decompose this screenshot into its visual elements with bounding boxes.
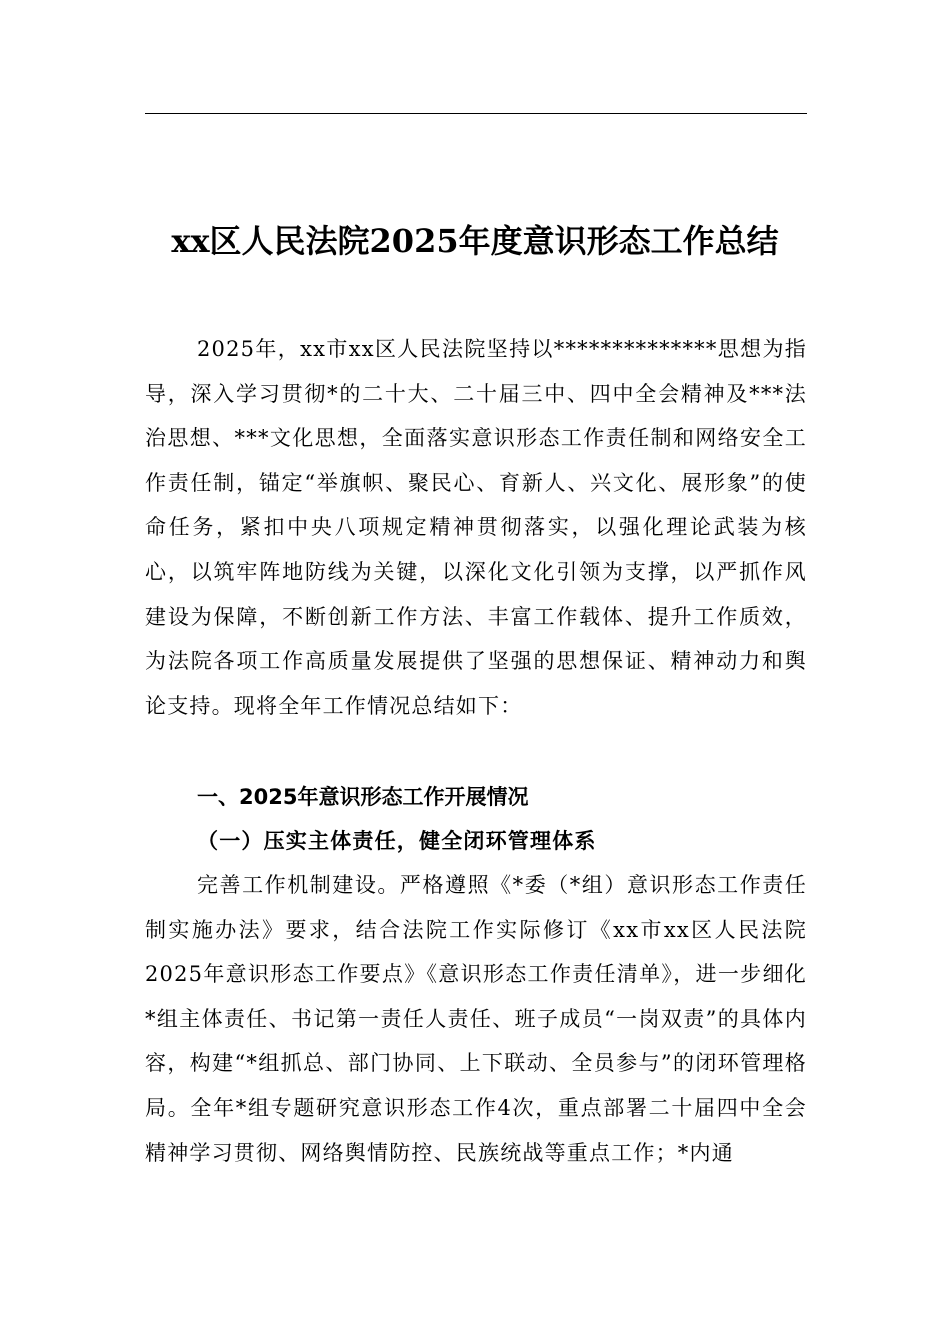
intro-paragraph: 2025年，xx市xx区人民法院坚持以**************思想为指导，深入学习贯彻*的二十大、二十届三中、四中全会精神及***法治思想、***文化思想，全面落实意识形态工作责任制和网络安全工作责任制，锚定“举旗帜、聚民心、育新人、兴文化、展形象”的使命任务，紧扣中央八项规定精神贯彻落实，以强化理论武装为核心，以筑牢阵地防线为关键，以深化文化引领为支撑，以严抓作风建设为保障，不断创新工作方法、丰富工作载体、提升工作质效，为法院各项工作高质量发展提供了坚强的思想保证、精神动力和舆论支持。现将全年工作情况总结如下：	[145, 337, 807, 718]
document-title: xx区人民法院2025年度意识形态工作总结	[171, 222, 779, 261]
header-rule	[145, 113, 807, 114]
section-heading: 一、2025年意识形态工作开展情况	[197, 785, 529, 809]
subsection-paragraph: 完善工作机制建设。严格遵照《*委（*组）意识形态工作责任制实施办法》要求，结合法院工作实际修订《xx市xx区人民法院2025年意识形态工作要点》《意识形态工作责任清单》，进一步细化*组主体责任、书记第一责任人责任、班子成员“一岗双责”的具体内容，构建“*组抓总、部门协同、上下联动、全员参与”的闭环管理格局。全年*组专题研究意识形态工作4次，重点部署二十届四中全会精神学习贯彻、网络舆情防控、民族统战等重点工作；*内通	[145, 873, 807, 1165]
subsection-heading: （一）压实主体责任，健全闭环管理体系	[197, 828, 597, 853]
